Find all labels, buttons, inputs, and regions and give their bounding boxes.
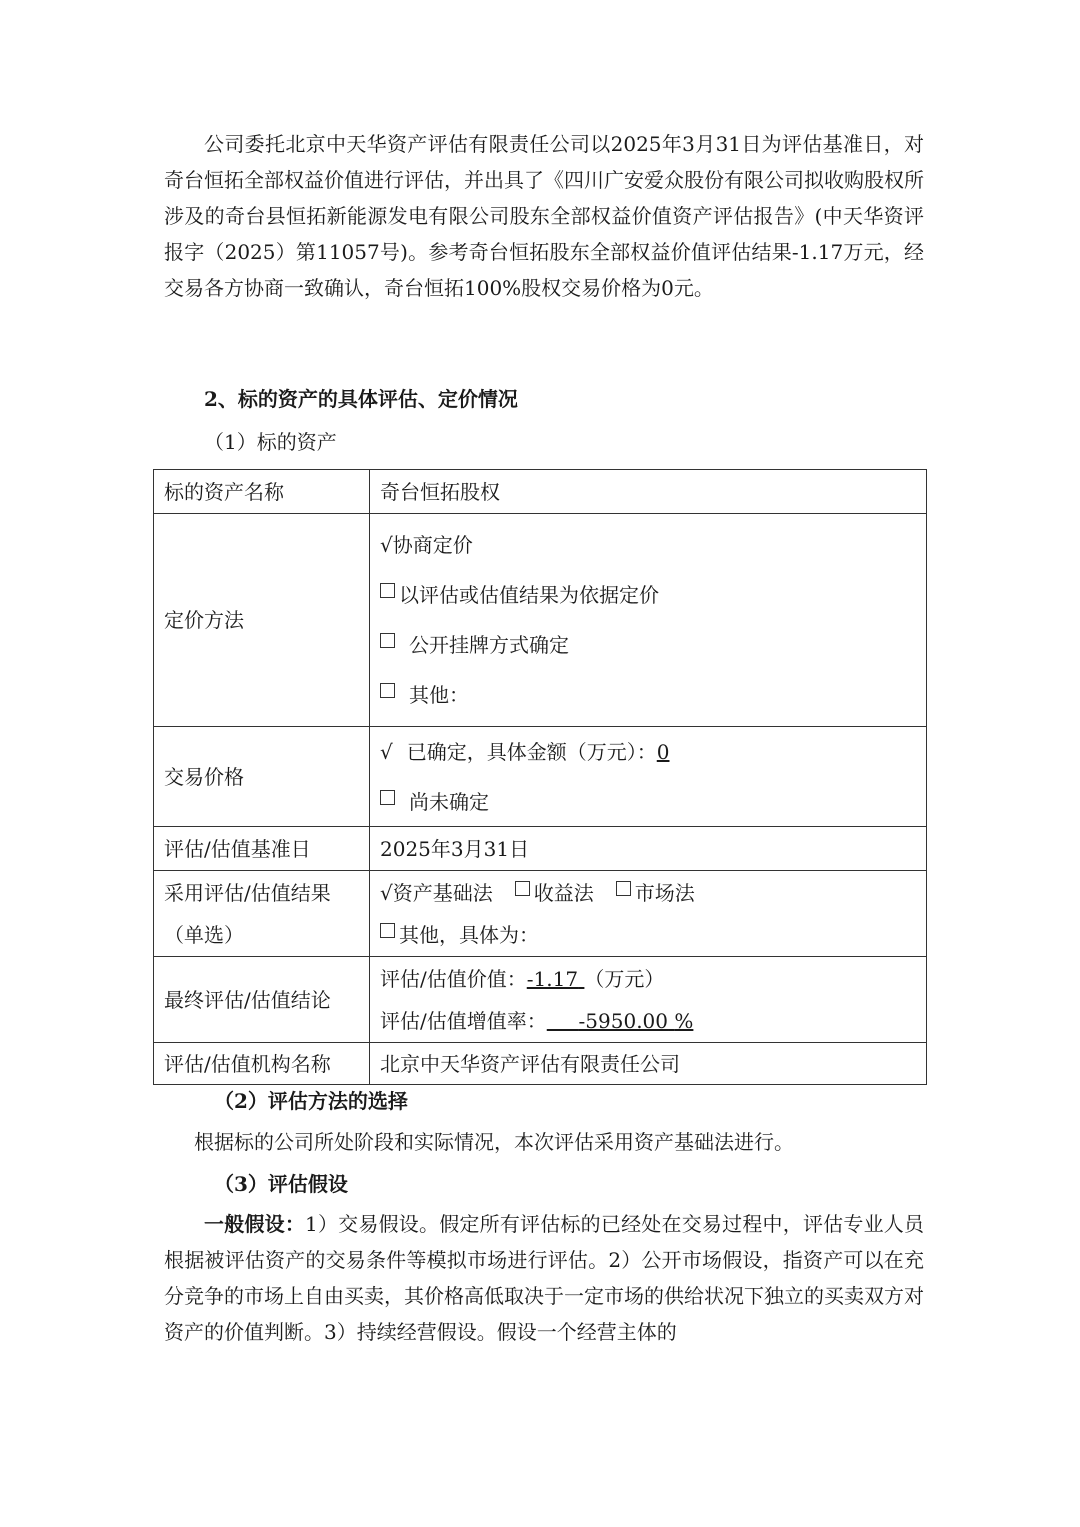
appraised-value-amount: -1.17 [526,966,579,991]
appraisal-rate-amount: -5950.00 [578,1008,669,1033]
result-methods [370,871,927,957]
option-by-appraisal [380,581,916,609]
checkbox-icon [380,923,395,938]
sub2-heading: （2）评估方法的选择 [214,1089,408,1113]
option-by-appraisal-label: 以评估或估值结果为依据定价 [399,583,659,607]
base-date-label: 评估/估值基准日 [154,827,370,871]
result-methods-row [380,879,916,907]
transaction-price-options [370,727,927,827]
checkbox-icon [380,583,395,598]
institution-value: 北京中天华资产评估有限责任公司 [370,1043,927,1085]
check-mark-icon: √ [380,739,393,764]
appraisal-rate [380,1007,916,1035]
table-row-institution [154,1043,927,1085]
checkbox-icon [616,881,631,896]
asset-name-label: 标的资产名称 [154,470,370,514]
method-other-label: 其他，具体为： [399,922,539,947]
base-date-value: 2025年3月31日 [370,827,927,871]
table-row-transaction-price [154,727,927,827]
checkbox-icon [380,683,395,698]
result-used-label: 采用评估/估值结果（单选） [154,871,370,957]
checkbox-icon [380,633,395,648]
appraisal-rate-label: 评估/估值增值率： [380,1008,547,1033]
general-assumption-label: 一般假设： [204,1212,306,1236]
price-determined-label: 已确定，具体金额（万元）： [406,739,657,764]
method-asset-basis: 资产基础法 [392,880,493,905]
price-undetermined-label: 尚未确定 [409,789,489,814]
appraised-value-unit: （万元） [584,966,665,991]
appraised-value-label: 评估/估值价值： [380,966,527,991]
method-income: 收益法 [533,880,594,905]
price-amount: 0 [656,739,670,764]
general-assumption-text: 1）交易假设。假定所有评估标的已经处在交易过程中，评估专业人员根据被评估资产的交易条件等模拟市场进行评估。2）公开市场假设，指资产可以在充分竞争的市场上自由买卖，其价格高低取决于一定市场的供给状况下独立的买卖双方对资产的价值判断。3）持续经营假设。假设一个经营主体的 [164,1212,924,1344]
method-paragraph: 根据标的公司所处阶段和实际情况，本次评估采用资产基础法进行。 [194,1130,794,1154]
sub1-heading: （1）标的资产 [204,430,337,454]
asset-table [153,469,927,1085]
table-row-base-date [154,827,927,871]
option-other [380,681,916,709]
sub3-heading: （3）评估假设 [214,1172,348,1196]
option-public-listing [380,631,916,659]
price-determined [380,738,916,766]
appraisal-rate-unit: % [674,1008,694,1033]
institution-label: 评估/估值机构名称 [154,1043,370,1085]
general-assumption-paragraph [164,1206,924,1350]
asset-name-value: 奇台恒拓股权 [370,470,927,514]
method-market: 市场法 [634,880,695,905]
check-mark-icon: √ [380,880,393,905]
checkbox-icon [515,881,530,896]
conclusion-values [370,957,927,1043]
price-undetermined [380,788,916,816]
table-row-result-used [154,871,927,957]
result-method-other [380,921,916,949]
option-negotiated-label: 协商定价 [392,533,473,557]
table-row-pricing-method [154,514,927,727]
conclusion-label: 最终评估/估值结论 [154,957,370,1043]
option-other-label: 其他： [409,683,469,707]
checkbox-icon [380,790,395,805]
intro-paragraph: 公司委托北京中天华资产评估有限责任公司以2025年3月31日为评估基准日，对奇台恒拓全部权益价值进行评估，并出具了《四川广安爱众股份有限公司拟收购股权所涉及的奇台县恒拓新能源发电有限公司股东全部权益价值资产评估报告》(中天华资评报字（2025）第11057号)。参考奇台恒拓股东全部权益价值评估结果-1.17万元，经交易各方协商一致确认，奇台恒拓100%股权交易价格为0元。 [164,132,924,300]
appraised-value [380,965,916,993]
check-mark-icon: √ [380,533,393,557]
table-row-asset-name [154,470,927,514]
option-public-listing-label: 公开挂牌方式确定 [409,633,569,657]
table-row-conclusion [154,957,927,1043]
pricing-method-options [370,514,927,727]
pricing-method-label: 定价方法 [154,514,370,727]
transaction-price-label: 交易价格 [154,727,370,827]
section2-heading: 2、标的资产的具体评估、定价情况 [204,387,518,411]
option-negotiated [380,531,916,559]
